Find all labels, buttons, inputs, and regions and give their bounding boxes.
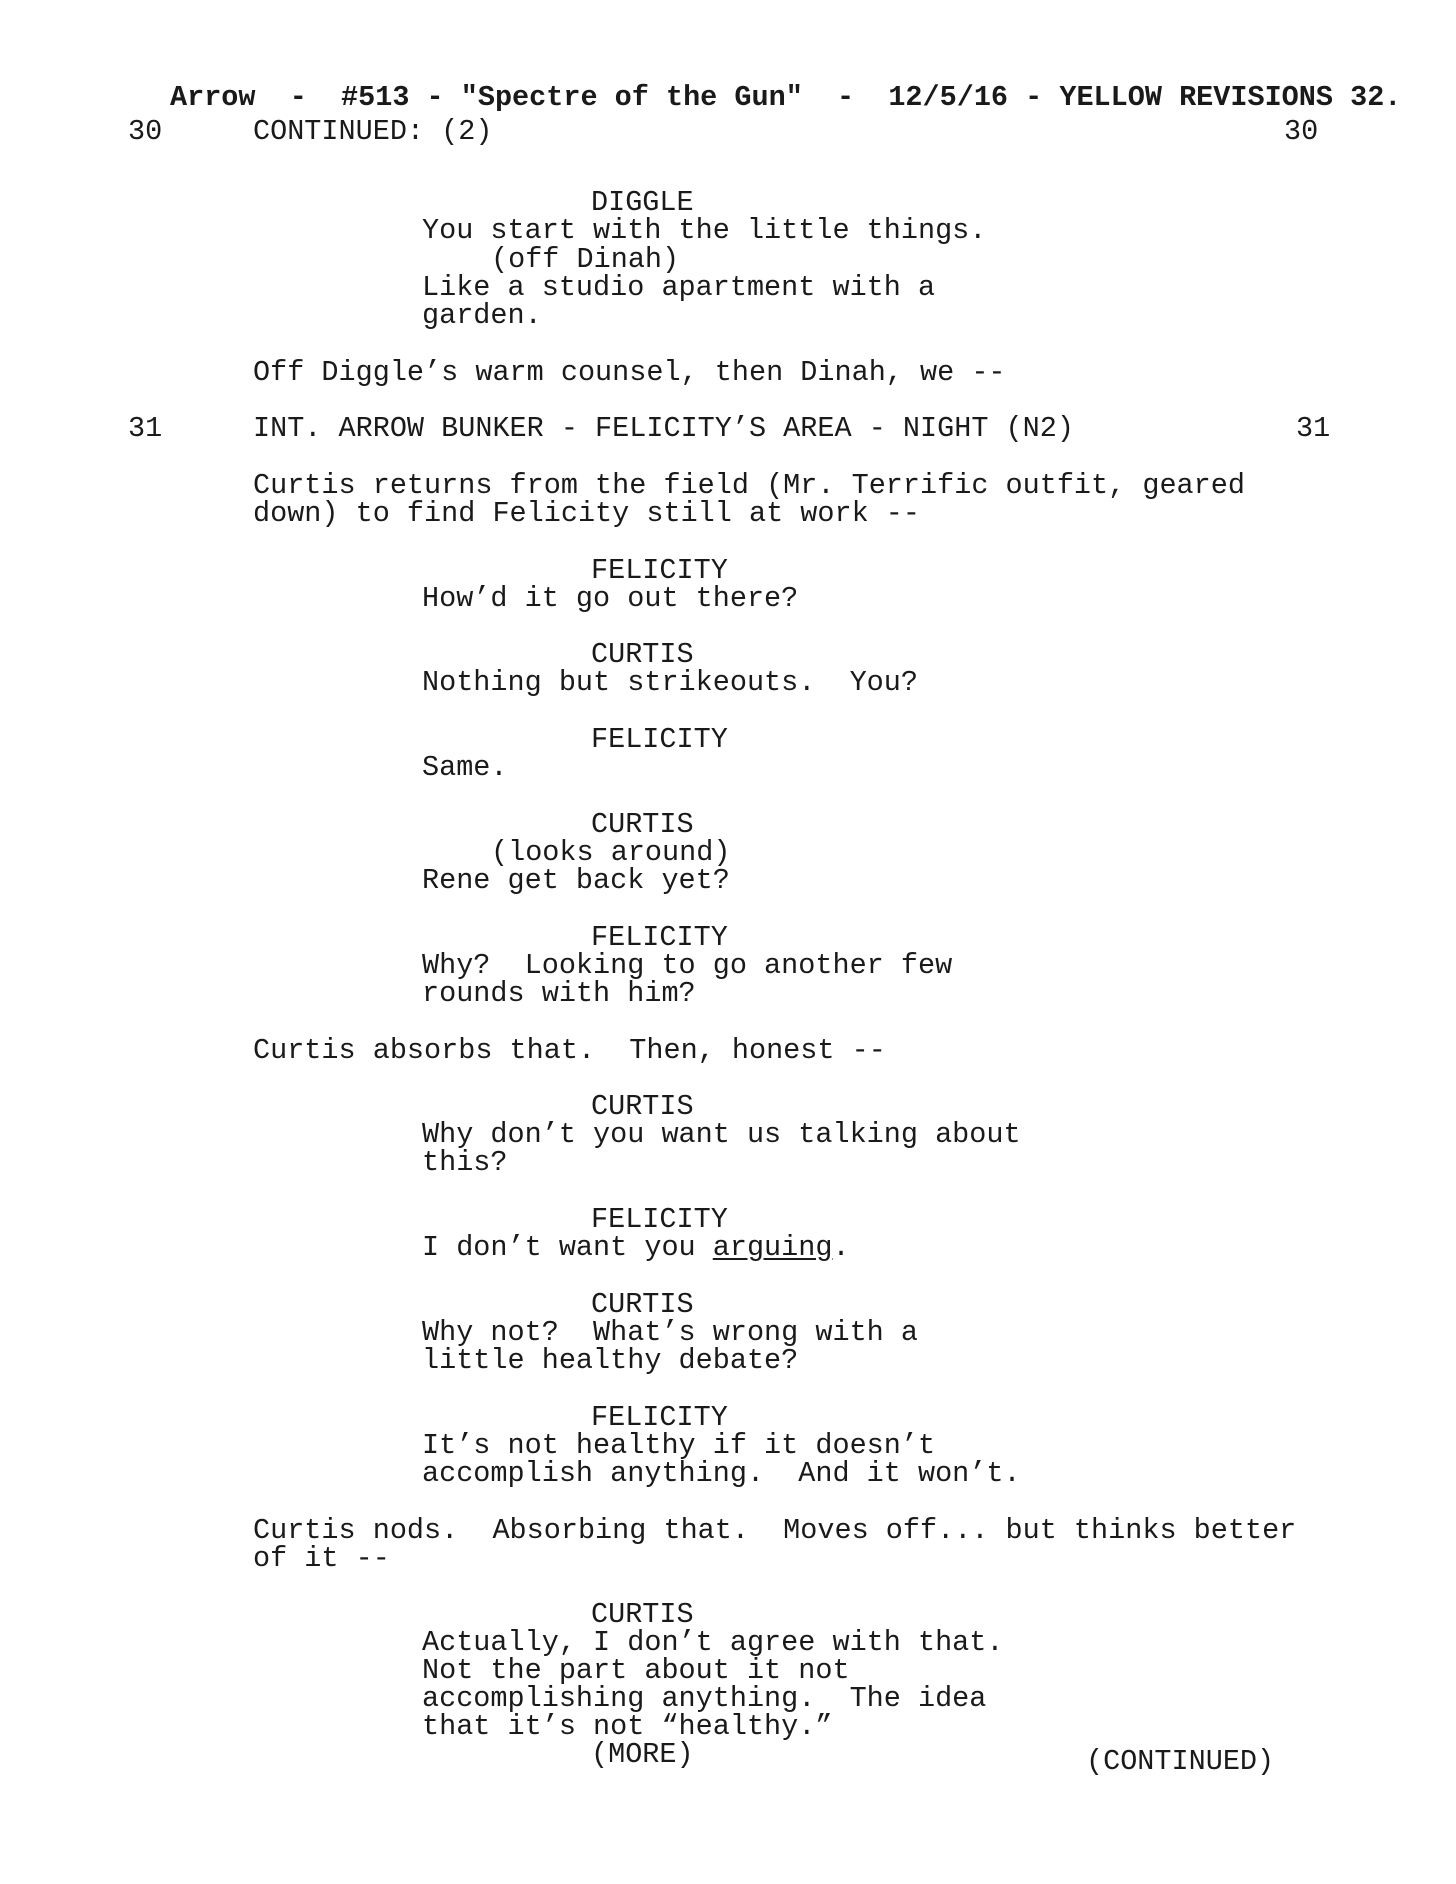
character-cue: CURTIS (591, 638, 694, 671)
character-cue: CURTIS (591, 808, 694, 841)
parenthetical: (off Dinah) (491, 243, 680, 276)
parenthetical: (looks around) (491, 836, 731, 869)
action-line: Curtis nods. Absorbing that. Moves off... but thinks better (253, 1514, 1297, 1547)
dialogue-line: that it’s not “healthy.” (422, 1710, 833, 1743)
underlined-word: arguing (712, 1231, 833, 1264)
continued-marker: (CONTINUED) (1086, 1745, 1275, 1778)
dialogue-line: little healthy debate? (422, 1344, 799, 1377)
dialogue-line: garden. (422, 299, 542, 332)
character-cue: CURTIS (591, 1090, 694, 1123)
dialogue-line: accomplishing anything. The idea (422, 1682, 987, 1715)
action-line: Curtis absorbs that. Then, honest -- (253, 1034, 886, 1067)
dialogue-line: Nothing but strikeouts. You? (422, 666, 918, 699)
dialogue-line: Like a studio apartment with a (422, 271, 936, 304)
dialogue-line: How’d it go out there? (422, 582, 799, 615)
page-header: Arrow - #513 - "Spectre of the Gun" - 12/5/16 - YELLOW REVISIONS 32. (170, 81, 1402, 114)
scene-heading: CONTINUED: (2) (253, 115, 493, 148)
action-line: of it -- (253, 1542, 390, 1575)
more-marker: (MORE) (591, 1738, 694, 1771)
scene-number-left: 30 (128, 115, 163, 148)
dialogue-line: Rene get back yet? (422, 864, 730, 897)
action-line: Curtis returns from the field (Mr. Terrific outfit, geared (253, 469, 1245, 502)
dialogue-text: I don’t want you (422, 1231, 713, 1264)
dialogue-line: rounds with him? (422, 977, 696, 1010)
scene-number-right: 31 (1296, 412, 1331, 445)
dialogue-line: It’s not healthy if it doesn’t (422, 1429, 936, 1462)
dialogue-line: Same. (422, 751, 508, 784)
scene-heading: INT. ARROW BUNKER - FELICITY’S AREA - NIGHT (N2) (253, 412, 1074, 445)
action-line: Off Diggle’s warm counsel, then Dinah, we -- (253, 356, 1006, 389)
scene-number-right: 30 (1284, 115, 1319, 148)
character-cue: FELICITY (591, 554, 728, 587)
character-cue: DIGGLE (591, 186, 694, 219)
dialogue-line: You start with the little things. (422, 214, 987, 247)
dialogue-line: Actually, I don’t agree with that. (422, 1626, 1004, 1659)
dialogue-line: Why not? What’s wrong with a (422, 1316, 918, 1349)
character-cue: FELICITY (591, 921, 728, 954)
dialogue-line: Why? Looking to go another few (422, 949, 953, 982)
dialogue-text: . (832, 1231, 850, 1264)
character-cue: FELICITY (591, 1203, 728, 1236)
dialogue-line (422, 1231, 850, 1264)
character-cue: CURTIS (591, 1598, 694, 1631)
character-cue: FELICITY (591, 723, 728, 756)
character-cue: FELICITY (591, 1401, 728, 1434)
dialogue-line: Why don’t you want us talking about (422, 1118, 1021, 1151)
dialogue-line: this? (422, 1146, 508, 1179)
action-line: down) to find Felicity still at work -- (253, 497, 921, 530)
dialogue-line: Not the part about it not (422, 1654, 850, 1687)
scene-number-left: 31 (128, 412, 163, 445)
dialogue-line: accomplish anything. And it won’t. (422, 1457, 1021, 1490)
character-cue: CURTIS (591, 1288, 694, 1321)
